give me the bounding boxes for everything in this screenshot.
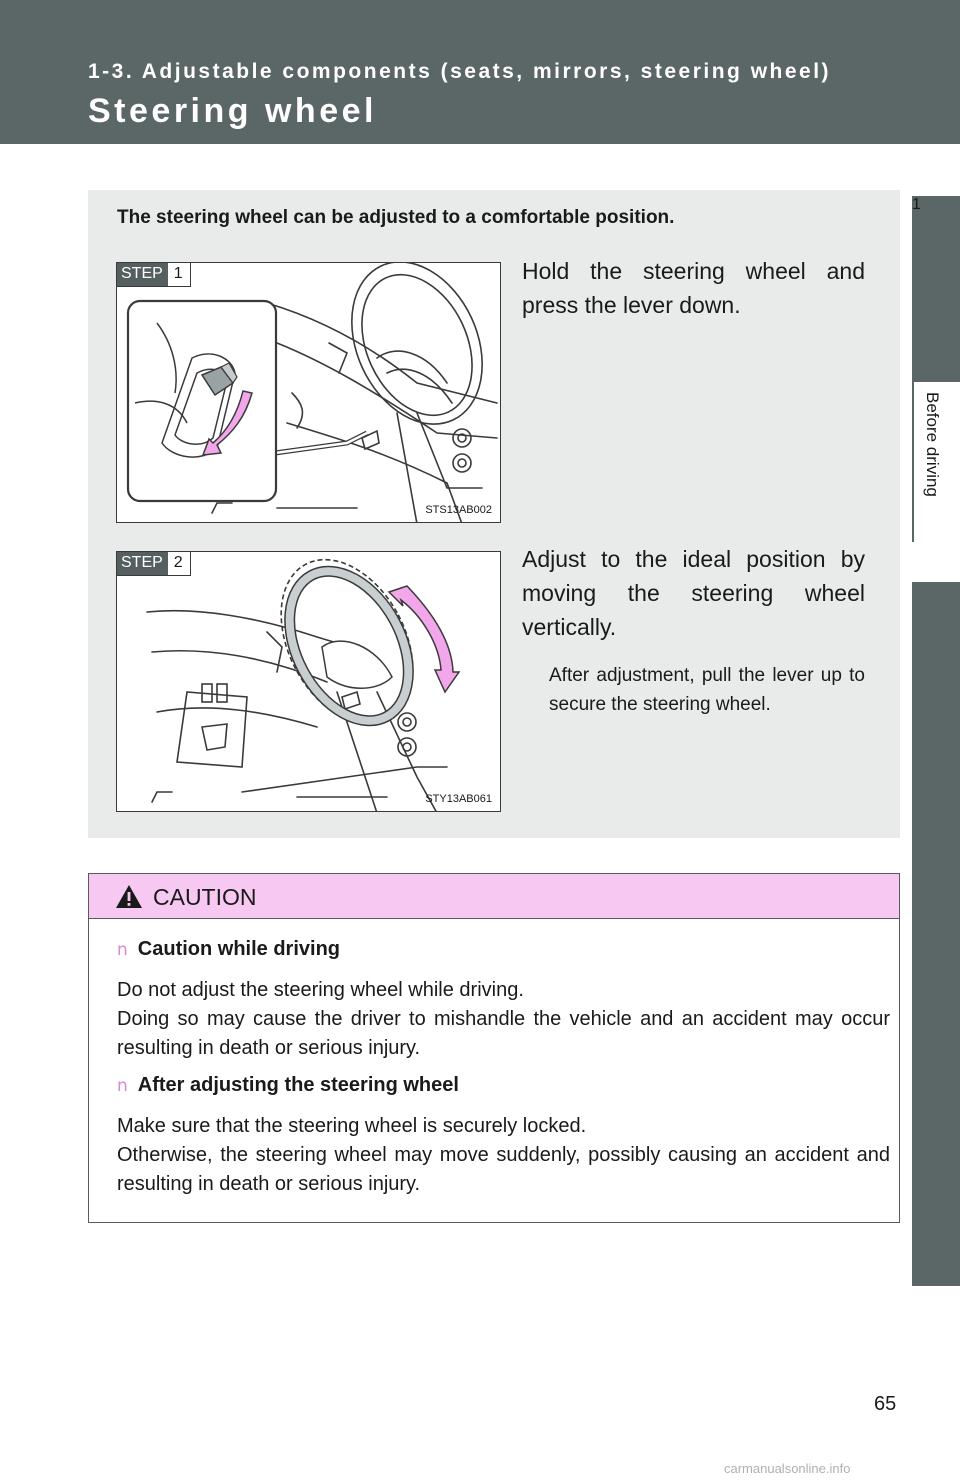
steering-lever-illustration — [117, 263, 501, 523]
step-2-tag — [117, 552, 191, 576]
step-1-tag-word: STEP — [117, 263, 168, 286]
caution-item-1-title-text: Caution while driving — [137, 938, 341, 960]
step-2-figure — [116, 551, 501, 812]
caution-item-1-title — [117, 938, 340, 961]
caution-bullet: n — [117, 940, 128, 960]
intro-text: The steering wheel can be adjusted to a comfortable position. — [117, 207, 675, 228]
warning-triangle-icon — [115, 884, 143, 909]
page-header — [0, 0, 960, 144]
page-title: Steering wheel — [88, 92, 377, 130]
chapter-number: 1 — [912, 196, 960, 1286]
step-2-text: Adjust to the ideal position by moving the steering wheel vertically. — [522, 546, 865, 640]
caution-item-2-title-text: After adjusting the steering wheel — [137, 1074, 459, 1096]
watermark: carmanualsonline.info — [724, 1461, 851, 1476]
step-2-tag-word: STEP — [117, 552, 168, 575]
caution-item-1-para-2: Doing so may cause the driver to mishandle the vehicle and an accident may occur resulting in death or serious injury. — [117, 1008, 890, 1059]
step-1-figure — [116, 262, 501, 523]
chapter-label: Before driving — [923, 392, 942, 497]
caution-item-2-title — [117, 1074, 459, 1097]
page-number: 65 — [874, 1393, 897, 1415]
step-2-tag-number: 2 — [173, 554, 183, 571]
steering-tilt-illustration — [117, 552, 501, 812]
caution-box — [88, 873, 900, 1223]
section-heading: 1-3. Adjustable components (seats, mirrors, steering wheel) — [88, 60, 832, 83]
step-2-figure-code: STY13AB061 — [425, 793, 492, 805]
step-2-note: After adjustment, pull the lever up to secure the steering wheel. — [549, 665, 865, 715]
step-1-figure-code: STS13AB002 — [425, 504, 492, 516]
step-1-tag — [117, 263, 191, 287]
caution-header — [89, 874, 899, 919]
step-1-tag-number: 1 — [173, 265, 183, 282]
caution-item-2-para-1: Make sure that the steering wheel is securely locked. — [117, 1115, 587, 1137]
caution-item-2-para-2: Otherwise, the steering wheel may move suddenly, possibly causing an accident and resulting in death or serious injury. — [117, 1144, 890, 1195]
caution-label: CAUTION — [153, 884, 257, 910]
caution-bullet: n — [117, 1076, 128, 1096]
caution-item-1-para-1: Do not adjust the steering wheel while driving. — [117, 979, 524, 1001]
step-1-text: Hold the steering wheel and press the lever down. — [522, 258, 865, 318]
chapter-rule — [912, 382, 914, 542]
